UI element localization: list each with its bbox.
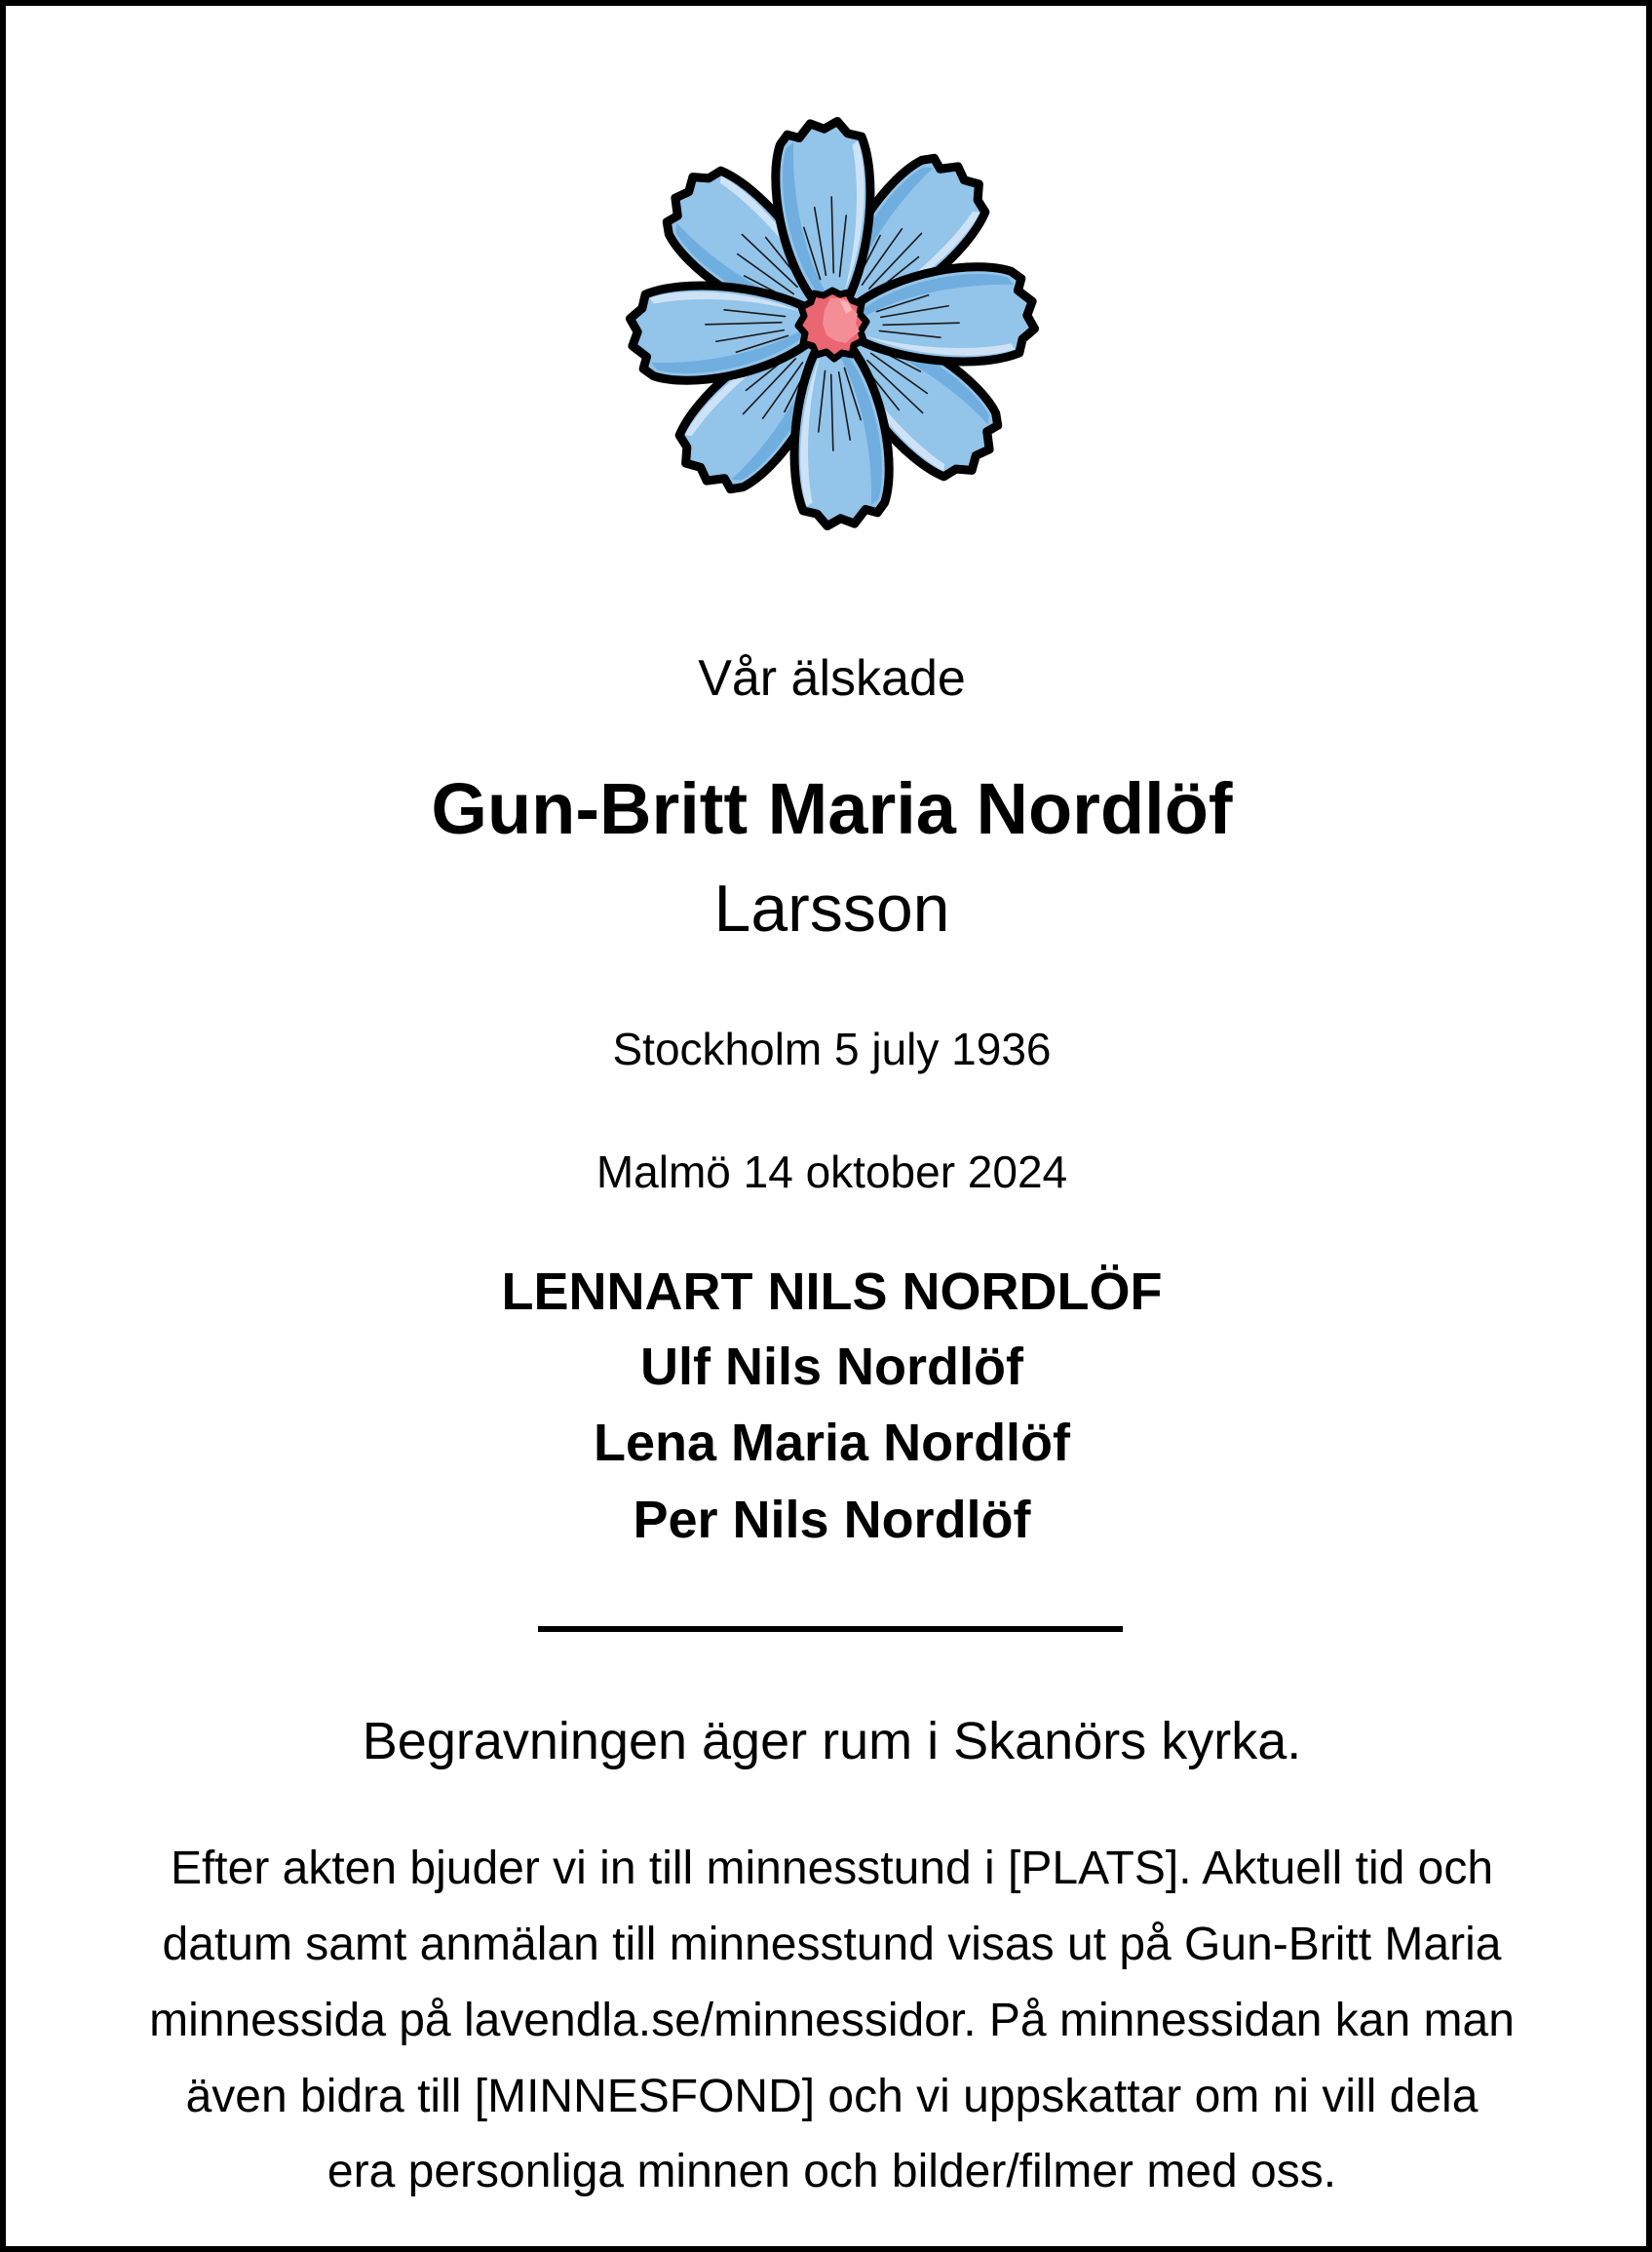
mourner-name: Ulf Nils Nordlöf xyxy=(640,1338,1023,1396)
divider-rule xyxy=(538,1626,1123,1632)
birth-place-date: Stockholm 5 july 1936 xyxy=(612,1024,1052,1074)
memorial-text-line: era personliga minnen och bilder/filmer med oss. xyxy=(327,2146,1337,2197)
flower-icon xyxy=(618,109,1047,538)
memorial-text-line: minnessida på lavendla.se/minnessidor. På minnessidan kan man xyxy=(149,1995,1515,2046)
memorial-text-line: även bidra till [MINNESFOND] och vi uppskattar om ni vill dela xyxy=(185,2071,1479,2122)
memorial-text-line: datum samt anmälan till minnesstund visas ut på Gun-Britt Maria xyxy=(162,1919,1502,1970)
funeral-info: Begravningen äger rum i Skanörs kyrka. xyxy=(362,1712,1302,1770)
mourner-name: Lena Maria Nordlöf xyxy=(593,1414,1071,1472)
mourner-name: Per Nils Nordlöf xyxy=(633,1491,1031,1549)
death-place-date: Malmö 14 oktober 2024 xyxy=(595,1146,1068,1197)
deceased-surname: Larsson xyxy=(713,872,950,946)
mourner-name: LENNART NILS NORDLÖF xyxy=(501,1262,1163,1321)
deceased-name: Gun-Britt Maria Nordlöf xyxy=(431,768,1233,849)
memorial-text-line: Efter akten bjuder vi in till minnesstund i [PLATS]. Aktuell tid och xyxy=(170,1843,1494,1894)
intro-text: Vår älskade xyxy=(698,650,966,707)
